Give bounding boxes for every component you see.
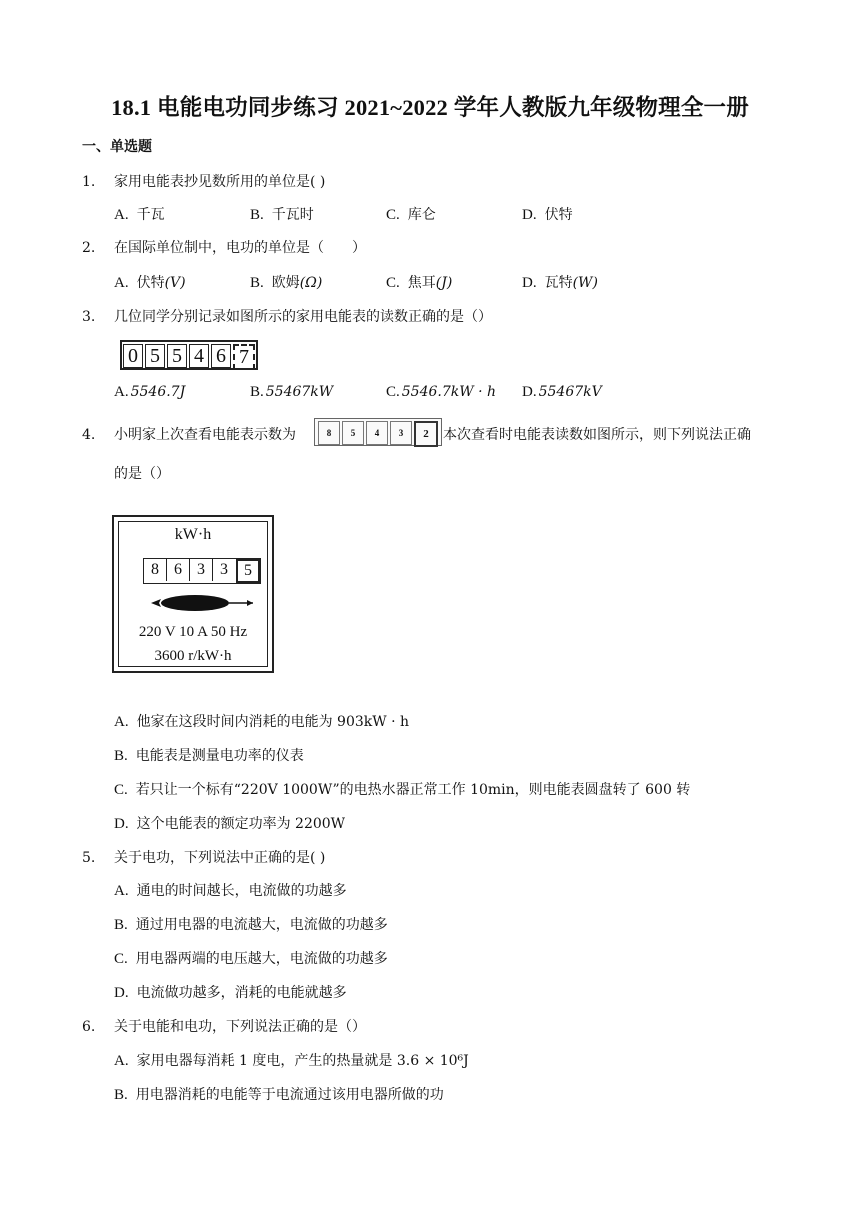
question-text: 关于电能和电功，下列说法正确的是（） <box>114 1019 366 1035</box>
question-6 <box>82 1016 366 1036</box>
option-d[interactable]: D. 瓦特(W) <box>522 275 598 291</box>
question-text: 家用电能表抄见数所用的单位是( ) <box>114 174 326 190</box>
question-text-continued: 本次查看时电能表读数如图所示，则下列说法正确 <box>443 427 751 443</box>
meter-spec-rating: 220 V 10 A 50 Hz <box>138 624 248 640</box>
question-number: 2. <box>82 240 96 256</box>
question-text: 几位同学分别记录如图所示的家用电能表的读数正确的是（） <box>114 309 492 325</box>
option-b[interactable]: B. 欧姆(Ω) <box>250 275 323 291</box>
question-text: 关于电功，下列说法中正确的是( ) <box>114 850 326 866</box>
option-b[interactable]: B. 用电器消耗的电能等于电流通过该用电器所做的功 <box>114 1087 444 1103</box>
question-3 <box>82 306 492 326</box>
question-text: 在国际单位制中，电功的单位是（ ） <box>114 240 366 256</box>
question-number: 6. <box>82 1019 96 1035</box>
section-heading: 一、单选题 <box>82 139 152 155</box>
meter-digit-decimal: 7 <box>233 344 255 370</box>
meter-digit: 4 <box>189 344 209 368</box>
option-c[interactable]: C. 库仑 <box>386 207 436 223</box>
option-a[interactable]: A. 通电的时间越长，电流做的功越多 <box>114 883 347 899</box>
meter-digit: 5 <box>145 344 165 368</box>
option-a[interactable]: A. 5546.7J <box>114 384 186 400</box>
question-5 <box>82 847 325 867</box>
option-a[interactable]: A. 伏特(V) <box>114 275 186 291</box>
meter-digit: 6 <box>167 559 190 581</box>
option-d[interactable]: D. 伏特 <box>522 207 573 223</box>
meter-digit: 3 <box>190 559 213 581</box>
question-number: 3. <box>82 309 96 325</box>
option-d[interactable]: D. 这个电能表的额定功率为 2200W <box>114 816 346 832</box>
option-b[interactable]: B. 电能表是测量电功率的仪表 <box>114 748 304 764</box>
option-a[interactable]: A. 千瓦 <box>114 207 165 223</box>
option-d[interactable]: D. 电流做功越多，消耗的电能就越多 <box>114 985 347 1001</box>
question-1 <box>82 171 325 191</box>
option-b[interactable]: B. 55467kW <box>250 384 334 400</box>
meter-digit: 8 <box>144 559 167 581</box>
document-title: 18.1 电能电功同步练习 2021~2022 学年人教版九年级物理全一册 <box>111 95 749 120</box>
option-c[interactable]: C. 用电器两端的电压越大，电流做的功越多 <box>114 951 388 967</box>
meter-digit: 8 <box>318 421 340 445</box>
option-b[interactable]: B. 通过用电器的电流越大，电流做的功越多 <box>114 917 388 933</box>
question-4 <box>82 424 296 444</box>
option-c[interactable]: C. 5546.7kW · h <box>386 384 496 400</box>
meter-digit: 5 <box>167 344 187 368</box>
question-text-line2: 的是（） <box>114 466 170 482</box>
meter-digit: 3 <box>220 561 228 578</box>
question-number: 4. <box>82 427 96 443</box>
option-c[interactable]: C. 焦耳(J) <box>386 275 453 291</box>
option-c[interactable]: C. 若只让一个标有“220V 1000W”的电热水器正常工作 10min，则电能表圆盘转了 600 转 <box>114 782 691 798</box>
question-text: 小明家上次查看电能表示数为 <box>114 427 296 443</box>
meter-digit-decimal: 2 <box>414 421 438 447</box>
previous-meter-reading <box>314 418 442 446</box>
question-2 <box>82 237 366 257</box>
question-number: 5. <box>82 850 96 866</box>
meter-spec-constant: 3600 r/kW·h <box>154 648 232 664</box>
meter-reading-strip <box>120 340 258 370</box>
option-a[interactable]: A. 家用电器每消耗 1 度电，产生的热量就是 3.6 × 10⁶J <box>114 1053 469 1069</box>
meter-digit: 5 <box>342 421 364 445</box>
rotating-disk-icon <box>149 592 259 614</box>
meter-digit: 3 <box>390 421 412 445</box>
meter-digit-decimal: 5 <box>236 559 260 583</box>
meter-unit-label: kW·h <box>174 526 212 543</box>
option-d[interactable]: D. 55467kV <box>522 384 602 400</box>
option-b[interactable]: B. 千瓦时 <box>250 207 314 223</box>
electric-meter-figure <box>112 515 274 673</box>
meter-digit: 0 <box>123 344 143 368</box>
meter-digit: 6 <box>211 344 231 368</box>
meter-reading <box>143 558 261 584</box>
meter-digit: 4 <box>366 421 388 445</box>
question-number: 1. <box>82 174 96 190</box>
option-a[interactable]: A. 他家在这段时间内消耗的电能为 903kW · h <box>114 714 410 730</box>
